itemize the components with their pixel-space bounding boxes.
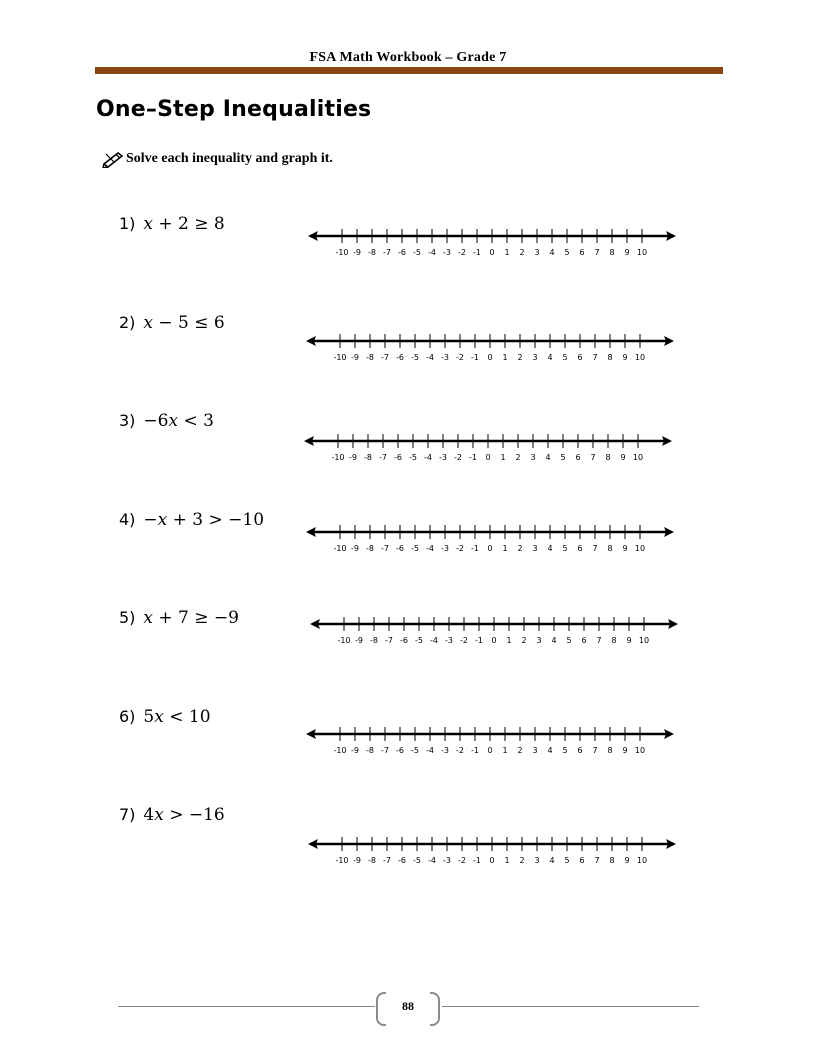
page-title: One–Step Inequalities xyxy=(96,97,372,122)
tick-label: -3 xyxy=(441,544,449,553)
tick-label: -7 xyxy=(381,746,389,755)
number-line-graphic xyxy=(310,610,678,646)
footer-bracket-left xyxy=(376,992,386,1026)
problem-label xyxy=(119,411,214,431)
tick-label: -6 xyxy=(398,856,406,865)
tick-label: 9 xyxy=(624,248,630,257)
tick-label: -2 xyxy=(456,353,464,362)
tick-label: -10 xyxy=(335,248,349,257)
problem-label xyxy=(119,608,239,628)
tick-label: 2 xyxy=(519,248,525,257)
tick-label: -7 xyxy=(383,248,391,257)
tick-label: -4 xyxy=(428,248,436,257)
tick-label: -4 xyxy=(426,746,434,755)
tick-label: 8 xyxy=(607,544,613,553)
tick-label: 1 xyxy=(504,248,510,257)
tick-label: 3 xyxy=(536,636,542,645)
tick-label: 6 xyxy=(581,636,587,645)
number-line-graphic xyxy=(306,518,674,554)
tick-label: -9 xyxy=(355,636,363,645)
instruction xyxy=(102,150,333,168)
tick-label: 8 xyxy=(607,353,613,362)
tick-label: 7 xyxy=(590,453,596,462)
number-line[interactable] xyxy=(304,427,672,463)
tick-label: 8 xyxy=(607,746,613,755)
tick-label: 5 xyxy=(562,746,568,755)
tick-label: -9 xyxy=(353,248,361,257)
tick-label: 8 xyxy=(609,856,615,865)
tick-label: -2 xyxy=(456,544,464,553)
tick-label: -3 xyxy=(445,636,453,645)
tick-label: -7 xyxy=(383,856,391,865)
tick-label: 6 xyxy=(577,746,583,755)
problem-5 xyxy=(0,608,816,668)
tick-label: 1 xyxy=(502,544,508,553)
problem-number: 2) xyxy=(119,313,136,332)
tick-label: 9 xyxy=(622,353,628,362)
tick-label: 2 xyxy=(521,636,527,645)
problem-expression: 𝑥 + 7 ≥ −9 xyxy=(143,608,239,628)
tick-label: -6 xyxy=(398,248,406,257)
tick-label: 10 xyxy=(634,544,646,553)
number-line[interactable] xyxy=(306,327,674,363)
tick-label: 2 xyxy=(515,453,521,462)
tick-label: 3 xyxy=(534,248,540,257)
tick-label: 3 xyxy=(534,856,540,865)
tick-label: -7 xyxy=(379,453,387,462)
pencil-icon xyxy=(102,150,124,168)
number-line[interactable] xyxy=(308,222,676,258)
tick-label: -2 xyxy=(456,746,464,755)
tick-label: 1 xyxy=(502,746,508,755)
tick-label: -7 xyxy=(381,544,389,553)
tick-label: 2 xyxy=(517,746,523,755)
tick-label: -10 xyxy=(333,746,347,755)
tick-label: 7 xyxy=(594,856,600,865)
tick-label: -5 xyxy=(413,856,421,865)
tick-label: 5 xyxy=(564,856,570,865)
problem-label xyxy=(119,214,225,234)
tick-label: -8 xyxy=(366,353,374,362)
problem-number: 3) xyxy=(119,411,136,430)
tick-label: 3 xyxy=(532,544,538,553)
tick-label: 1 xyxy=(502,353,508,362)
tick-label: 10 xyxy=(636,248,648,257)
tick-label: 0 xyxy=(487,544,493,553)
problem-label xyxy=(119,313,225,333)
tick-label: -6 xyxy=(400,636,408,645)
tick-label: -4 xyxy=(428,856,436,865)
tick-label: 4 xyxy=(549,248,555,257)
tick-label: -8 xyxy=(364,453,372,462)
tick-label: -1 xyxy=(473,248,481,257)
problem-number: 6) xyxy=(119,707,136,726)
tick-label: 4 xyxy=(551,636,557,645)
tick-label: 6 xyxy=(575,453,581,462)
tick-label: -9 xyxy=(349,453,357,462)
footer-rule-left xyxy=(118,1006,375,1007)
number-line-graphic xyxy=(306,720,674,756)
tick-label: 6 xyxy=(577,353,583,362)
tick-label: -8 xyxy=(366,746,374,755)
tick-label: -1 xyxy=(475,636,483,645)
tick-label: 8 xyxy=(605,453,611,462)
problem-expression: 4𝑥 > −16 xyxy=(143,805,225,825)
tick-label: -5 xyxy=(413,248,421,257)
tick-label: -6 xyxy=(394,453,402,462)
footer-bracket-right xyxy=(430,992,440,1026)
tick-label: -4 xyxy=(424,453,432,462)
tick-label: -2 xyxy=(454,453,462,462)
tick-label: -9 xyxy=(351,746,359,755)
problem-number: 1) xyxy=(119,214,136,233)
tick-label: -10 xyxy=(337,636,351,645)
tick-label: 9 xyxy=(626,636,632,645)
tick-label: 2 xyxy=(517,353,523,362)
tick-label: 5 xyxy=(562,544,568,553)
tick-label: 8 xyxy=(609,248,615,257)
tick-label: 3 xyxy=(532,746,538,755)
tick-label: 7 xyxy=(596,636,602,645)
tick-label: 7 xyxy=(592,544,598,553)
number-line[interactable] xyxy=(306,518,674,554)
problem-expression: 5𝑥 < 10 xyxy=(143,707,211,727)
number-line-graphic xyxy=(308,222,676,258)
tick-label: 5 xyxy=(560,453,566,462)
tick-label: 8 xyxy=(611,636,617,645)
problem-expression: 𝑥 + 2 ≥ 8 xyxy=(143,214,225,234)
header-title: FSA Math Workbook – Grade 7 xyxy=(309,50,507,65)
tick-label: 10 xyxy=(638,636,650,645)
problem-3 xyxy=(0,411,816,471)
tick-label: -5 xyxy=(411,746,419,755)
tick-label: -2 xyxy=(458,248,466,257)
tick-label: -10 xyxy=(333,544,347,553)
tick-label: 10 xyxy=(634,746,646,755)
tick-label: 9 xyxy=(624,856,630,865)
tick-label: -2 xyxy=(458,856,466,865)
problem-expression: 𝑥 − 5 ≤ 6 xyxy=(143,313,225,333)
tick-label: 4 xyxy=(547,544,553,553)
tick-label: -7 xyxy=(381,353,389,362)
problem-4 xyxy=(0,510,816,570)
number-line-graphic xyxy=(306,327,674,363)
tick-label: -6 xyxy=(396,746,404,755)
tick-label: 5 xyxy=(562,353,568,362)
tick-label: -4 xyxy=(430,636,438,645)
tick-label: -4 xyxy=(426,544,434,553)
tick-label: -8 xyxy=(368,248,376,257)
tick-label: -5 xyxy=(411,353,419,362)
problem-1 xyxy=(0,214,816,274)
tick-label: 0 xyxy=(487,353,493,362)
tick-label: -8 xyxy=(366,544,374,553)
tick-label: -6 xyxy=(396,544,404,553)
tick-label: 0 xyxy=(485,453,491,462)
tick-label: -8 xyxy=(370,636,378,645)
tick-label: 3 xyxy=(532,353,538,362)
tick-label: 10 xyxy=(636,856,648,865)
tick-label: 10 xyxy=(634,353,646,362)
tick-label: 6 xyxy=(579,856,585,865)
tick-label: -1 xyxy=(471,353,479,362)
tick-label: -3 xyxy=(443,248,451,257)
problem-number: 4) xyxy=(119,510,136,529)
number-line[interactable] xyxy=(308,830,676,866)
tick-label: 0 xyxy=(491,636,497,645)
tick-label: -3 xyxy=(441,746,449,755)
tick-label: -1 xyxy=(471,746,479,755)
tick-label: 1 xyxy=(506,636,512,645)
tick-label: 9 xyxy=(620,453,626,462)
tick-label: 7 xyxy=(592,746,598,755)
tick-label: 5 xyxy=(564,248,570,257)
tick-label: 1 xyxy=(504,856,510,865)
tick-label: -5 xyxy=(411,544,419,553)
header-rule xyxy=(95,67,723,74)
number-line-graphic xyxy=(308,830,676,866)
tick-label: -10 xyxy=(333,353,347,362)
tick-label: -3 xyxy=(441,353,449,362)
tick-label: 4 xyxy=(549,856,555,865)
footer-rule-right xyxy=(442,1006,699,1007)
tick-label: -6 xyxy=(396,353,404,362)
tick-label: 0 xyxy=(489,248,495,257)
tick-label: -1 xyxy=(469,453,477,462)
problem-7 xyxy=(0,805,816,865)
instruction-text: Solve each inequality and graph it. xyxy=(126,151,333,166)
tick-label: 9 xyxy=(622,746,628,755)
tick-label: -7 xyxy=(385,636,393,645)
tick-label: -1 xyxy=(473,856,481,865)
page-number: 88 xyxy=(402,999,414,1013)
tick-label: 6 xyxy=(579,248,585,257)
tick-label: -4 xyxy=(426,353,434,362)
tick-label: -9 xyxy=(353,856,361,865)
tick-label: -5 xyxy=(409,453,417,462)
tick-label: -8 xyxy=(368,856,376,865)
tick-label: -10 xyxy=(331,453,345,462)
tick-label: -3 xyxy=(439,453,447,462)
problem-expression: −6𝑥 < 3 xyxy=(143,411,214,431)
tick-label: -2 xyxy=(460,636,468,645)
problem-label xyxy=(119,510,264,530)
problem-number: 5) xyxy=(119,608,136,627)
tick-label: 0 xyxy=(489,856,495,865)
problem-2 xyxy=(0,313,816,373)
tick-label: 7 xyxy=(594,248,600,257)
tick-label: 9 xyxy=(622,544,628,553)
problem-6 xyxy=(0,707,816,767)
tick-label: -10 xyxy=(335,856,349,865)
tick-label: 10 xyxy=(632,453,644,462)
tick-label: 6 xyxy=(577,544,583,553)
tick-label: 4 xyxy=(545,453,551,462)
number-line[interactable] xyxy=(310,610,678,646)
tick-label: 0 xyxy=(487,746,493,755)
tick-label: -9 xyxy=(351,544,359,553)
problem-number: 7) xyxy=(119,805,136,824)
tick-label: 4 xyxy=(547,746,553,755)
problem-expression: −𝑥 + 3 > −10 xyxy=(143,510,265,530)
tick-label: 7 xyxy=(592,353,598,362)
tick-label: -5 xyxy=(415,636,423,645)
number-line-graphic xyxy=(304,427,672,463)
tick-label: 5 xyxy=(566,636,572,645)
tick-label: -1 xyxy=(471,544,479,553)
number-line[interactable] xyxy=(306,720,674,756)
tick-label: 1 xyxy=(500,453,506,462)
tick-label: 2 xyxy=(519,856,525,865)
tick-label: 3 xyxy=(530,453,536,462)
tick-label: 4 xyxy=(547,353,553,362)
tick-label: 2 xyxy=(517,544,523,553)
tick-label: -3 xyxy=(443,856,451,865)
tick-label: -9 xyxy=(351,353,359,362)
problem-label xyxy=(119,805,225,825)
problem-label xyxy=(119,707,211,727)
